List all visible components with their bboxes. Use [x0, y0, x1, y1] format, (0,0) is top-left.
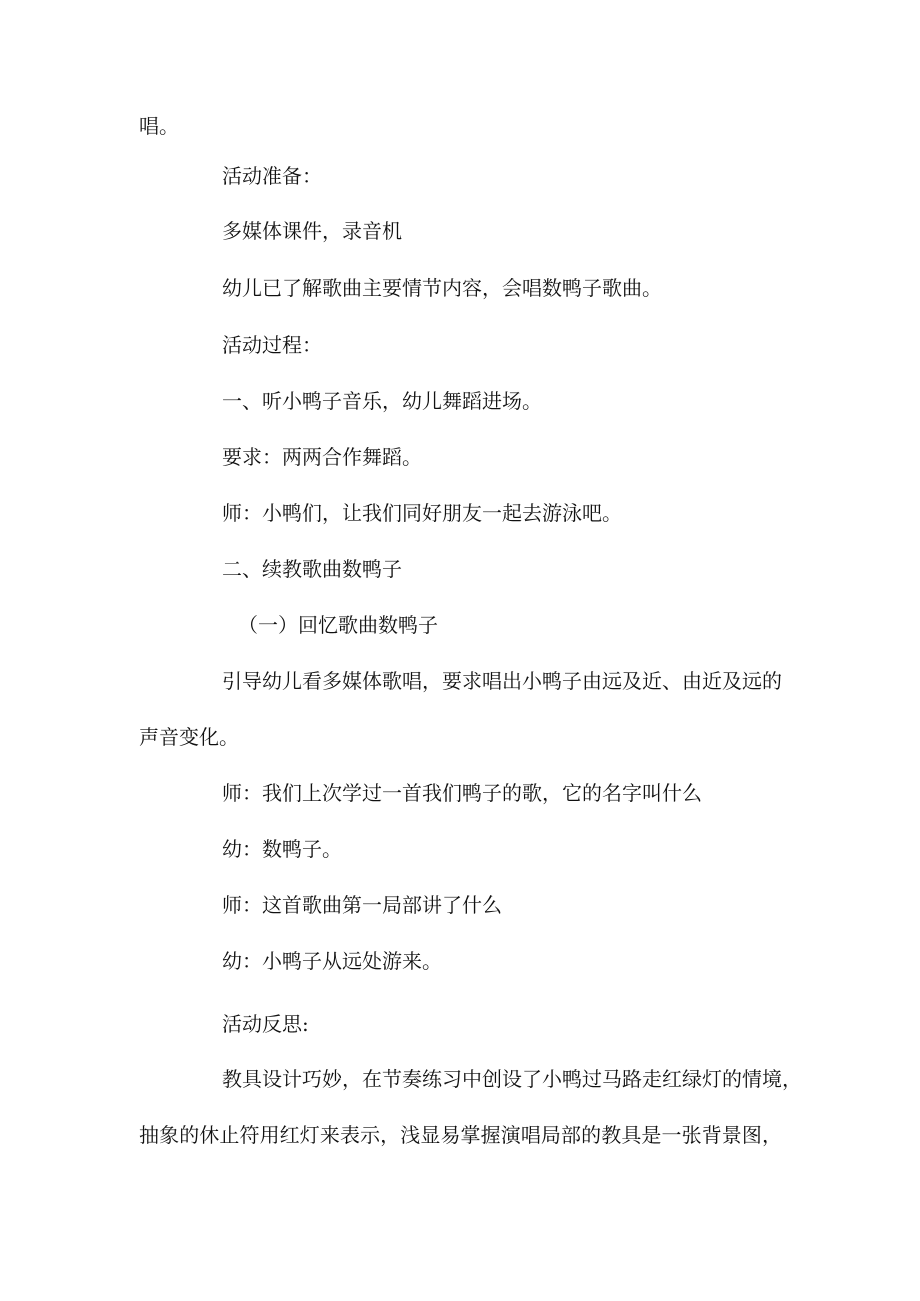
section-heading: 活动过程： — [222, 333, 322, 357]
section-heading: 二、续教歌曲数鸭子 — [222, 557, 402, 581]
text-line: 师：这首歌曲第一局部讲了什么 — [222, 893, 502, 917]
subsection-heading: （一）回忆歌曲数鸭子 — [238, 613, 438, 637]
text-line: 要求：两两合作舞蹈。 — [222, 445, 422, 469]
text-line: 抽象的休止符用红灯来表示，浅显易掌握演唱局部的教具是一张背景图， — [139, 1123, 782, 1147]
text-line: 幼：数鸭子。 — [222, 837, 342, 861]
text-line: 声音变化。 — [139, 725, 239, 749]
text-line: 教具设计巧妙，在节奏练习中创设了小鸭过马路走红绿灯的情境， — [222, 1067, 802, 1091]
text-line: 多媒体课件，录音机 — [222, 219, 402, 243]
section-heading: 活动准备： — [222, 164, 322, 188]
text-line: 师：我们上次学过一首我们鸭子的歌，它的名字叫什么 — [222, 781, 702, 805]
text-line: 幼儿已了解歌曲主要情节内容，会唱数鸭子歌曲。 — [222, 276, 662, 300]
text-line: 一、听小鸭子音乐，幼儿舞蹈进场。 — [222, 389, 542, 413]
text-line: 幼：小鸭子从远处游来。 — [222, 949, 442, 973]
text-line: 引导幼儿看多媒体歌唱，要求唱出小鸭子由远及近、由近及远的 — [222, 669, 782, 693]
text-line: 师：小鸭们，让我们同好朋友一起去游泳吧。 — [222, 501, 622, 525]
section-heading: 活动反思: — [222, 1012, 309, 1036]
text-line: 唱。 — [139, 114, 179, 138]
